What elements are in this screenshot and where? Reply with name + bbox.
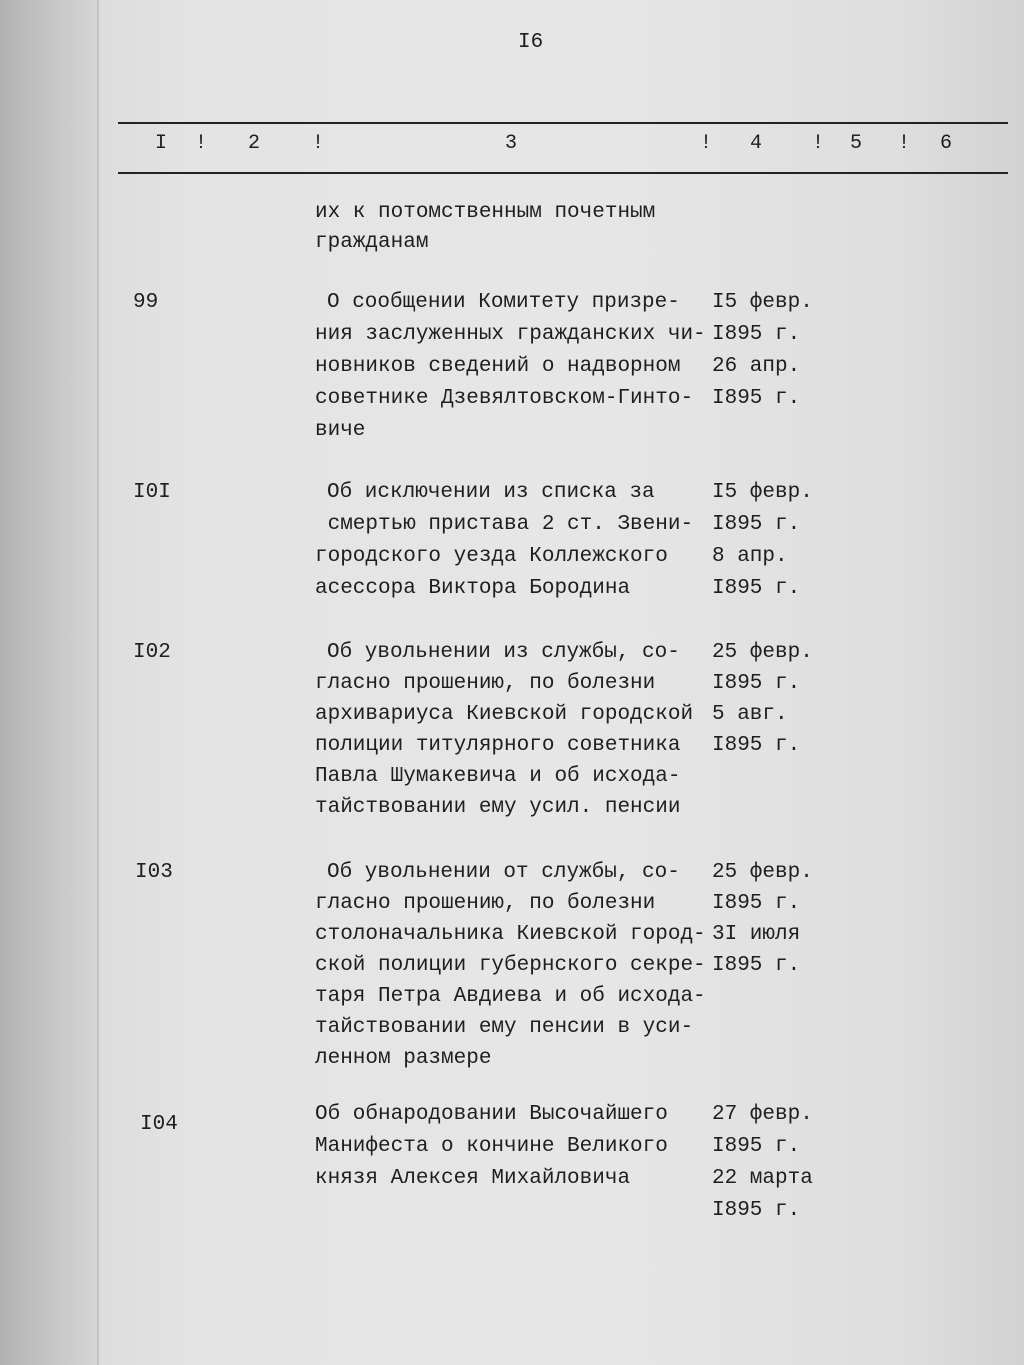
case-title-line: смертью пристава 2 ст. Звени- xyxy=(315,513,694,536)
case-date-line: I895 г. xyxy=(712,734,801,757)
case-date-line: 25 февр. xyxy=(712,641,813,664)
case-title-line: городского уезда Коллежского xyxy=(315,545,668,568)
case-title-line: Об обнародовании Высочайшего xyxy=(315,1103,668,1126)
case-title-line: тайствовании ему пенсии в уси- xyxy=(315,1016,694,1039)
header-sep: ! xyxy=(898,132,911,155)
case-title-line: советнике Дзевялтовском-Гинто- xyxy=(315,387,694,410)
case-number: I02 xyxy=(133,641,171,664)
case-date-line: I895 г. xyxy=(712,954,801,977)
case-title-line: таря Петра Авдиева и об исхода- xyxy=(315,985,706,1008)
case-title-line: гласно прошению, по болезни xyxy=(315,672,656,695)
case-title-line: тайствовании ему усил. пенсии xyxy=(315,796,681,819)
case-date-line: I895 г. xyxy=(712,672,801,695)
table-header-top-rule xyxy=(118,122,1008,124)
case-date-line: 25 февр. xyxy=(712,861,813,884)
case-title-line: князя Алексея Михайловича xyxy=(315,1167,631,1190)
case-title-line: асессора Виктора Бородина xyxy=(315,577,631,600)
case-title-line: новников сведений о надворном xyxy=(315,355,681,378)
case-number: I04 xyxy=(140,1113,178,1136)
case-title-line: архивариуса Киевской городской xyxy=(315,703,694,726)
case-title-line: Об увольнении из службы, со- xyxy=(327,641,680,664)
case-date-line: I895 г. xyxy=(712,1199,801,1222)
case-date-line: I5 февр. xyxy=(712,481,813,504)
case-title-line: виче xyxy=(315,419,366,442)
case-date-line: 26 апр. xyxy=(712,355,801,378)
case-date-line: I895 г. xyxy=(712,892,801,915)
case-date-line: I895 г. xyxy=(712,323,801,346)
table-header-bottom-rule xyxy=(118,172,1008,174)
case-title-line: столоначальника Киевской город- xyxy=(315,923,706,946)
header-sep: ! xyxy=(700,132,713,155)
case-title-line: Манифеста о кончине Великого xyxy=(315,1135,668,1158)
case-title-line: Об увольнении от службы, со- xyxy=(327,861,680,884)
header-sep: ! xyxy=(312,132,325,155)
header-sep: ! xyxy=(812,132,825,155)
case-number: 99 xyxy=(133,291,159,314)
continuation-line: гражданам xyxy=(315,231,429,254)
case-title-line: ленном размере xyxy=(315,1047,492,1070)
case-date-line: 5 авг. xyxy=(712,703,788,726)
header-col-5: 5 xyxy=(850,132,863,155)
page-number: I6 xyxy=(518,31,544,54)
case-title-line: ской полиции губернского секре- xyxy=(315,954,706,977)
header-col-4: 4 xyxy=(750,132,763,155)
header-sep: ! xyxy=(195,132,208,155)
case-title-line: гласно прошению, по болезни xyxy=(315,892,656,915)
case-date-line: 3I июля xyxy=(712,923,801,946)
header-col-1: I xyxy=(155,132,168,155)
case-date-line: I895 г. xyxy=(712,387,801,410)
case-title-line: Павла Шумакевича и об исхода- xyxy=(315,765,681,788)
case-number: I0I xyxy=(133,481,171,504)
header-col-3: 3 xyxy=(505,132,518,155)
case-date-line: 8 апр. xyxy=(712,545,788,568)
adjacent-page-edge xyxy=(0,0,98,1365)
case-title-line: О сообщении Комитету призре- xyxy=(327,291,680,314)
case-date-line: 22 марта xyxy=(712,1167,813,1190)
case-title-line: Об исключении из списка за xyxy=(327,481,655,504)
case-number: I03 xyxy=(135,861,173,884)
case-date-line: I5 февр. xyxy=(712,291,813,314)
page-fold xyxy=(97,0,99,1365)
header-col-6: 6 xyxy=(940,132,953,155)
header-col-2: 2 xyxy=(248,132,261,155)
case-title-line: полиции титулярного советника xyxy=(315,734,681,757)
case-date-line: I895 г. xyxy=(712,577,801,600)
case-date-line: I895 г. xyxy=(712,513,801,536)
case-date-line: I895 г. xyxy=(712,1135,801,1158)
case-date-line: 27 февр. xyxy=(712,1103,813,1126)
case-title-line: ния заслуженных гражданских чи- xyxy=(315,323,706,346)
continuation-line: их к потомственным почетным xyxy=(315,201,656,224)
